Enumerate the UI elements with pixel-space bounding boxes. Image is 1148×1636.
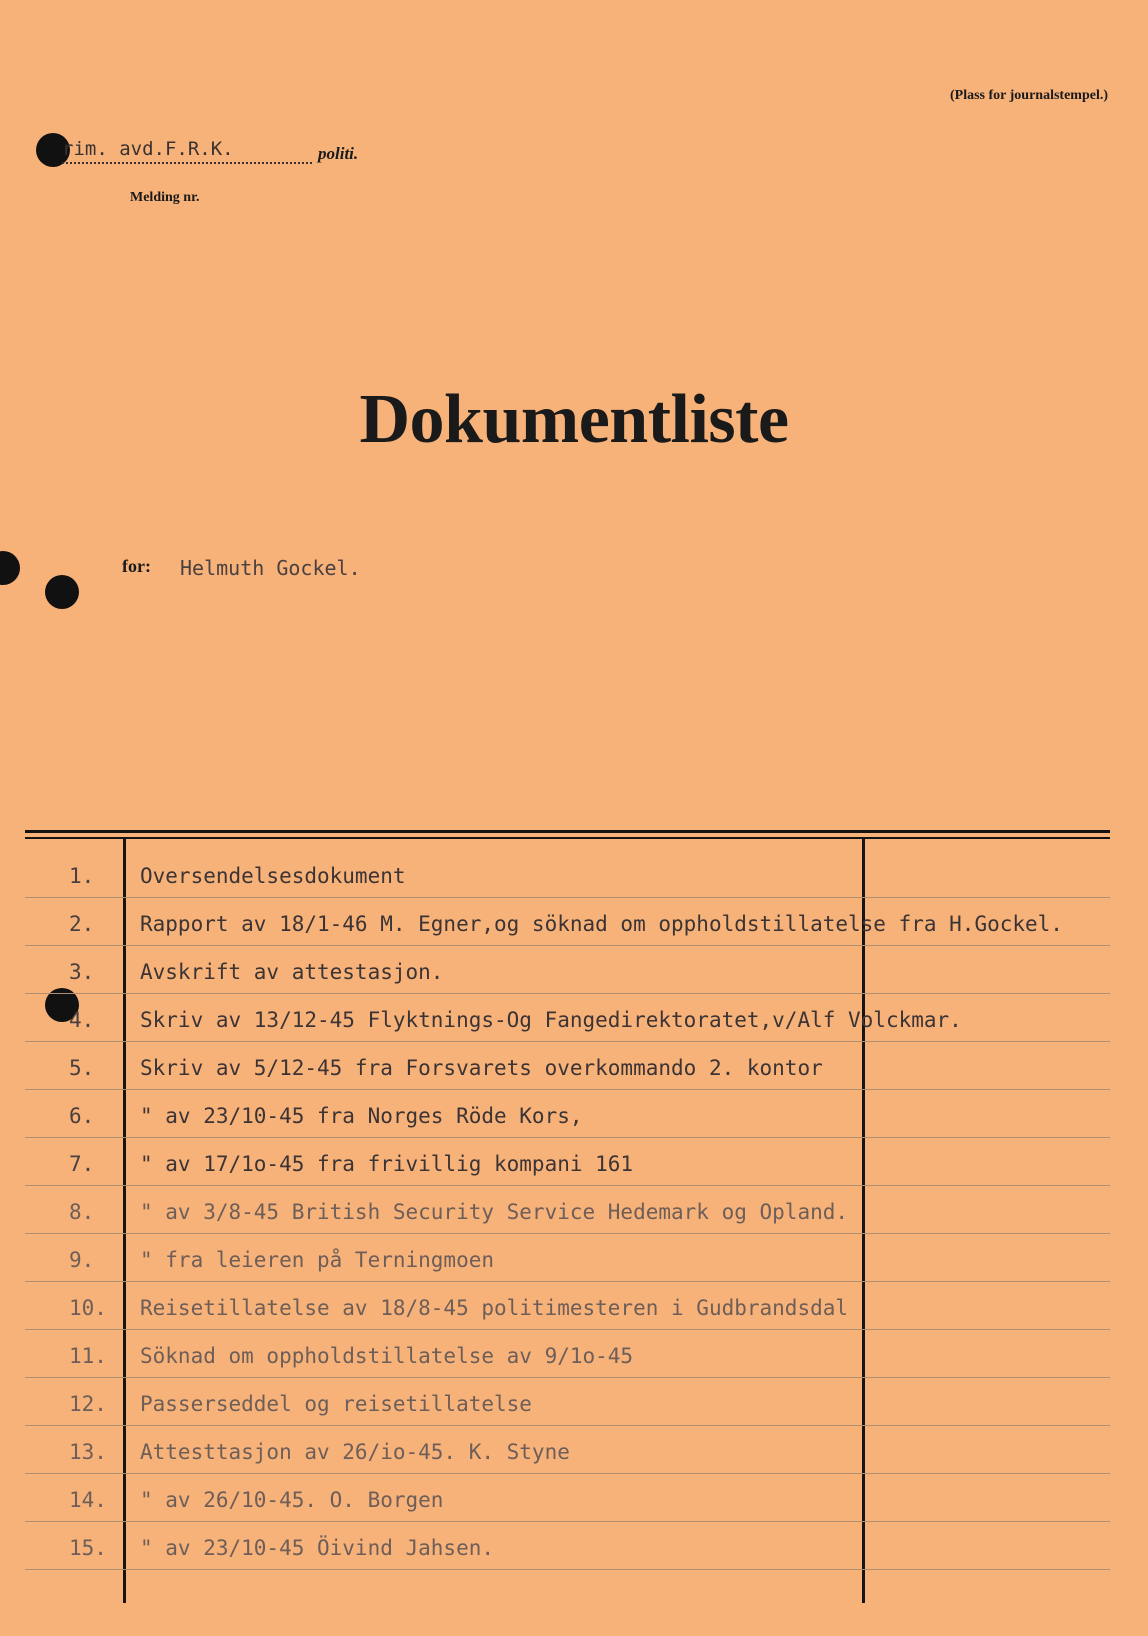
item-text: Rapport av 18/1-46 M. Egner,og söknad om oppholdstillatelse fra H.Gockel.	[140, 912, 1063, 936]
item-text: " av 23/10-45 fra Norges Röde Kors,	[140, 1104, 583, 1128]
item-text: Oversendelsesdokument	[140, 864, 406, 888]
page-title: Dokumentliste	[359, 381, 789, 458]
item-number: 13.	[69, 1440, 107, 1464]
list-item	[25, 1090, 1110, 1138]
item-text: Passerseddel og reisetillatelse	[140, 1392, 532, 1416]
item-text: " av 17/1o-45 fra frivillig kompani 161	[140, 1152, 634, 1176]
item-number: 15.	[69, 1536, 107, 1560]
item-number: 2.	[69, 912, 95, 936]
punch-hole-left	[0, 551, 20, 585]
item-text: Attesttasjon av 26/io-45. K. Styne	[140, 1440, 570, 1464]
list-item	[25, 1282, 1110, 1330]
subject-label: for:	[122, 556, 151, 576]
list-item	[25, 1234, 1110, 1282]
list-item	[25, 1522, 1110, 1570]
list-item	[25, 1330, 1110, 1378]
department-typed: rim. avd.F.R.K.	[62, 138, 312, 164]
item-number: 10.	[69, 1296, 107, 1320]
item-text: Skriv av 5/12-45 fra Forsvarets overkommando 2. kontor	[140, 1056, 823, 1080]
item-text: " av 23/10-45 Öivind Jahsen.	[140, 1536, 495, 1560]
item-number: 9.	[69, 1248, 95, 1272]
item-number: 5.	[69, 1056, 95, 1080]
list-item	[25, 1426, 1110, 1474]
item-number: 1.	[69, 864, 95, 888]
table-top-rule	[25, 830, 1110, 833]
table-top-rule-second	[25, 837, 1110, 839]
item-text: Reisetillatelse av 18/8-45 politimesteren i Gudbrandsdal	[140, 1296, 849, 1320]
item-text: " av 26/10-45. O. Borgen	[140, 1488, 444, 1512]
item-number: 6.	[69, 1104, 95, 1128]
item-text: " av 3/8-45 British Security Service Hedemark og Opland.	[140, 1200, 849, 1224]
item-number: 14.	[69, 1488, 107, 1512]
item-number: 11.	[69, 1344, 107, 1368]
document-list	[25, 850, 1110, 1570]
melding-label: Melding nr.	[130, 190, 200, 205]
list-item	[25, 850, 1110, 898]
department-suffix: politi.	[318, 144, 359, 163]
item-text: Skriv av 13/12-45 Flyktnings-Og Fangedirektoratet,v/Alf Volckmar.	[140, 1008, 962, 1032]
list-item	[25, 1378, 1110, 1426]
punch-hole-middle	[45, 575, 79, 609]
item-text: Avskrift av attestasjon.	[140, 960, 444, 984]
list-item	[25, 1186, 1110, 1234]
list-item	[25, 994, 1110, 1042]
item-text: " fra leieren på Terningmoen	[140, 1248, 495, 1272]
item-number: 8.	[69, 1200, 95, 1224]
list-item	[25, 1042, 1110, 1090]
item-number: 4.	[69, 1008, 95, 1032]
list-item	[25, 1138, 1110, 1186]
item-number: 3.	[69, 960, 95, 984]
list-item	[25, 1474, 1110, 1522]
item-text: Söknad om oppholdstillatelse av 9/1o-45	[140, 1344, 634, 1368]
subject-name: Helmuth Gockel.	[180, 556, 361, 580]
item-number: 12.	[69, 1392, 107, 1416]
item-number: 7.	[69, 1152, 95, 1176]
list-item	[25, 898, 1110, 946]
list-item	[25, 946, 1110, 994]
journal-stamp-note: (Plass for journalstempel.)	[950, 88, 1108, 103]
